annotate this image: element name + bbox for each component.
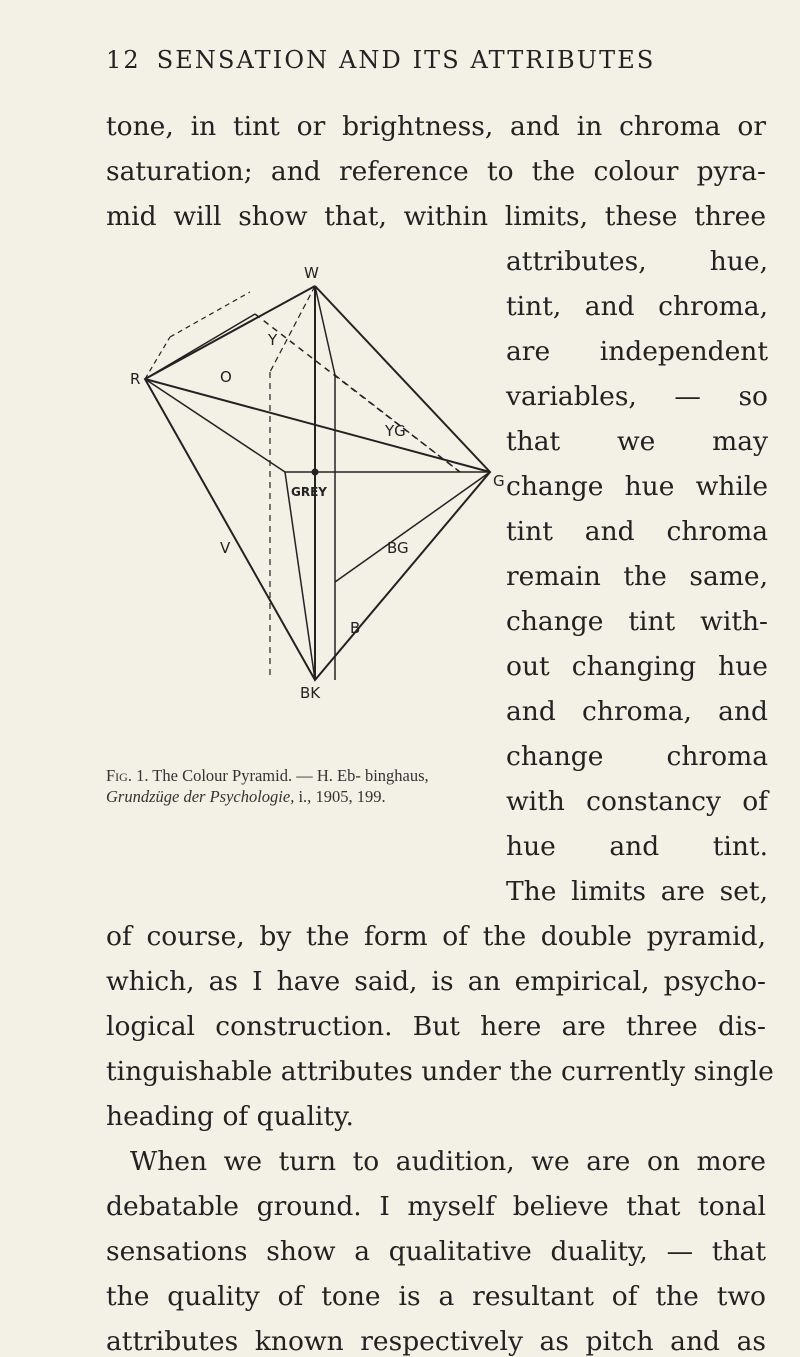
text-line: tone, in tint or brightness, and in chroma or xyxy=(106,111,766,142)
text-line: hue and tint. xyxy=(506,831,768,862)
text-line: heading of quality. xyxy=(106,1101,354,1132)
text-line: debatable ground. I myself believe that tonal xyxy=(106,1191,766,1222)
colour-pyramid-diagram xyxy=(110,262,510,702)
text-line: with constancy of xyxy=(506,786,768,817)
text-line: are independent xyxy=(506,336,768,367)
text-line: out changing hue xyxy=(506,651,768,682)
text-line: attributes, hue, xyxy=(506,246,768,277)
caption-text: 1905, 199. xyxy=(315,787,386,806)
label-grey: GREY xyxy=(291,485,327,499)
text-line: When we turn to audition, we are on more xyxy=(130,1146,766,1177)
text-line: change chroma xyxy=(506,741,768,772)
label-b: B xyxy=(350,619,361,637)
label-r: R xyxy=(130,370,141,388)
label-g: G xyxy=(493,472,505,490)
text-line: sensations show a qualitative duality, — that xyxy=(106,1236,766,1267)
label-yg: YG xyxy=(385,422,406,440)
text-line: of course, by the form of the double pyramid, xyxy=(106,921,766,952)
caption-text: i., xyxy=(298,787,312,806)
label-o: O xyxy=(220,368,232,386)
text-line: and chroma, and xyxy=(506,696,768,727)
caption-book-title: Grundzüge der Psychologie, xyxy=(106,787,295,806)
label-y: Y xyxy=(268,331,278,349)
label-v: V xyxy=(220,539,231,557)
text-line: tinguishable attributes under the currently single xyxy=(106,1056,774,1087)
text-line: mid will show that, within limits, these three xyxy=(106,201,766,232)
text-line: tint and chroma xyxy=(506,516,768,547)
figure-number: Fig. 1. xyxy=(106,766,149,785)
caption-text: binghaus, xyxy=(364,766,429,785)
text-line: attributes known respectively as pitch and as xyxy=(106,1326,766,1357)
figure-caption xyxy=(106,765,502,807)
text-line: The limits are set, xyxy=(506,876,768,907)
label-w: W xyxy=(304,264,319,282)
text-line: change hue while xyxy=(506,471,768,502)
running-header xyxy=(106,46,706,74)
text-line: that we may xyxy=(506,426,768,457)
text-line: saturation; and reference to the colour pyra- xyxy=(106,156,766,187)
text-line: variables, — so xyxy=(506,381,768,412)
text-line: logical construction. But here are three dis- xyxy=(106,1011,766,1042)
label-bg: BG xyxy=(387,539,409,557)
text-line: which, as I have said, is an empirical, psycho- xyxy=(106,966,766,997)
label-bk: BK xyxy=(300,684,321,702)
running-title: SENSATION AND ITS ATTRIBUTES xyxy=(156,46,656,74)
text-line: tint, and chroma, xyxy=(506,291,768,322)
text-line: change tint with- xyxy=(506,606,768,637)
pyramid-outer-edges xyxy=(145,286,490,680)
text-line: remain the same, xyxy=(506,561,768,592)
caption-text: The Colour Pyramid. — H. Eb- xyxy=(152,766,361,785)
page-number: 12 xyxy=(106,46,141,74)
text-line: the quality of tone is a resultant of the two xyxy=(106,1281,766,1312)
